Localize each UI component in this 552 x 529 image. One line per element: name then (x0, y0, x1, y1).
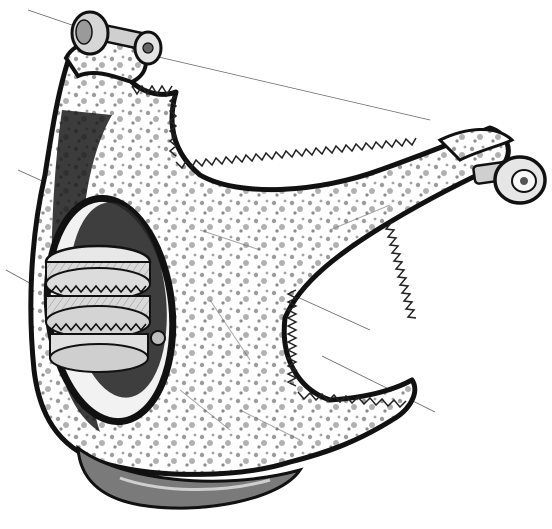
gear-assembly (46, 246, 165, 372)
gear-bottom (50, 344, 148, 372)
right-nut-hole (520, 177, 528, 185)
upper-nut-right-hole (143, 43, 153, 53)
upper-nut-left-face (76, 20, 92, 44)
gear-side-pin (151, 331, 165, 345)
right-bolt-assembly (473, 157, 545, 203)
guide-line-2 (150, 55, 430, 120)
